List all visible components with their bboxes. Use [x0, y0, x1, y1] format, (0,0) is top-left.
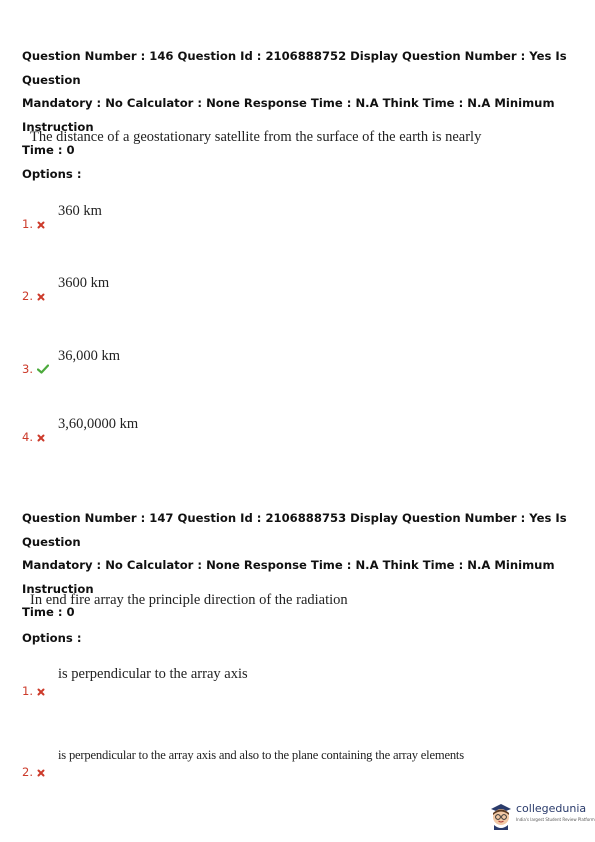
option-number: 4.	[22, 430, 45, 445]
option-number: 2.	[22, 289, 45, 304]
meta-line: Time : 0	[22, 605, 75, 619]
student-mascot-icon	[488, 800, 514, 834]
options-label: Options :	[22, 631, 82, 645]
option-text: 360 km	[58, 203, 102, 219]
cross-icon	[37, 290, 45, 304]
question-147-text: In end fire array the principle direction of the radiation	[30, 592, 348, 608]
cross-icon	[37, 218, 45, 232]
option-number: 1.	[22, 217, 45, 232]
option-number: 3.	[22, 362, 49, 377]
cross-icon	[37, 685, 45, 699]
logo-tagline: India's largest Student Review Platform	[516, 817, 595, 822]
cross-icon	[37, 431, 45, 445]
meta-line: Mandatory : No Calculator : None Response Time : N.A Think Time : N.A Minimum Instruction	[22, 558, 555, 596]
meta-line: Question Number : 146 Question Id : 2106888752 Display Question Number : Yes Is Question	[22, 49, 567, 87]
meta-line: Time : 0	[22, 143, 75, 157]
cross-icon	[37, 766, 45, 780]
question-146-text: The distance of a geostationary satellite from the surface of the earth is nearly	[30, 129, 482, 145]
option-text: 36,000 km	[58, 348, 121, 364]
option-text: 3600 km	[58, 275, 110, 291]
option-text: 3,60,0000 km	[58, 416, 139, 432]
options-label: Options :	[22, 167, 82, 181]
option-text: is perpendicular to the array axis	[58, 666, 248, 682]
option-number: 2.	[22, 765, 45, 780]
meta-line: Mandatory : No Calculator : None Response Time : N.A Think Time : N.A Minimum Instruction	[22, 96, 555, 134]
collegedunia-logo	[488, 800, 595, 832]
option-number: 1.	[22, 684, 45, 699]
logo-name: collegedunia	[516, 802, 587, 815]
option-text: is perpendicular to the array axis and also to the plane containing the array elements	[58, 748, 464, 762]
meta-line: Question Number : 147 Question Id : 2106888753 Display Question Number : Yes Is Question	[22, 511, 567, 549]
check-icon	[37, 363, 49, 377]
